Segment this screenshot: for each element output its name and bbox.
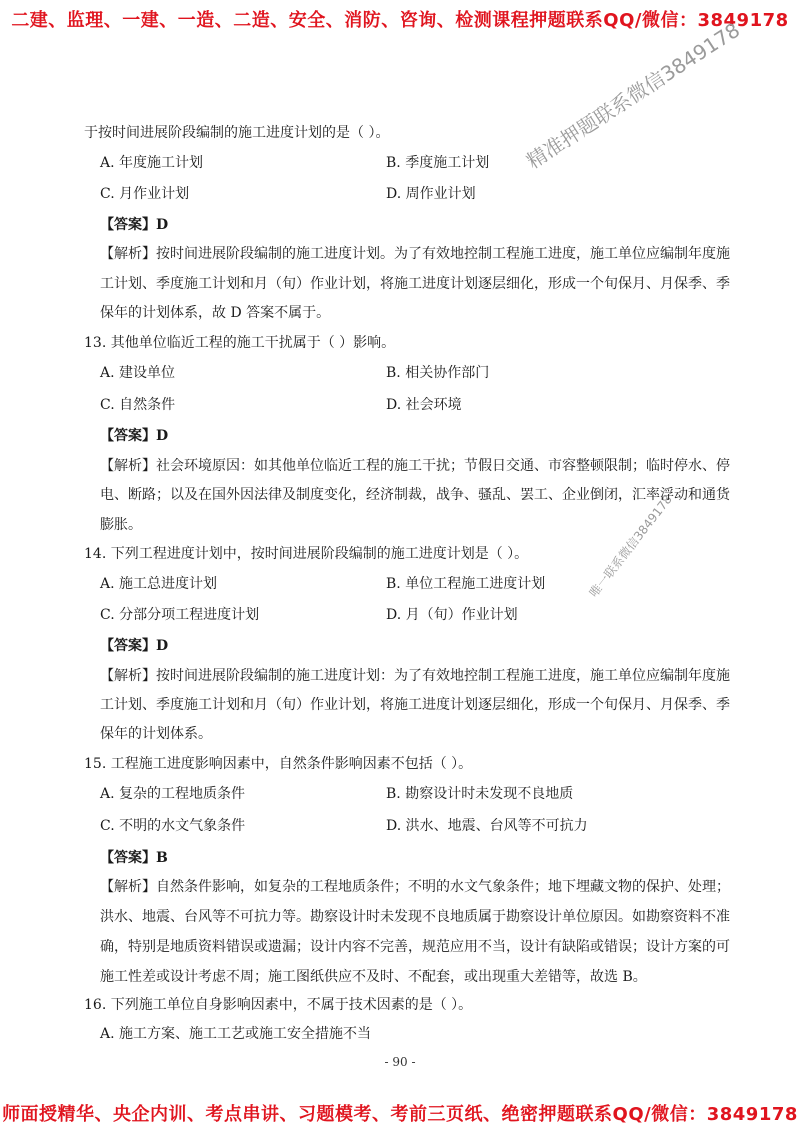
explanation-line: 【解析】按时间进展阶段编制的施工进度计划。为了有效地控制工程施工进度，施工单位应编制年度施	[100, 246, 730, 262]
explanation-line: 工计划、季度施工计划和月（旬）作业计划，将施工进度计划逐层细化，形成一个旬保月、月保季、季	[100, 276, 730, 292]
answer: 【答案】B	[100, 850, 168, 866]
explanation-line: 电、断路；以及在国外因法律及制度变化，经济制裁，战争、骚乱、罢工、企业倒闭，汇率浮动和通货	[100, 487, 730, 503]
explanation-line: 【解析】社会环境原因：如其他单位临近工程的施工干扰；节假日交通、市容整顿限制；临时停水、停	[100, 458, 730, 474]
option-d: D. 月（旬）作业计划	[386, 607, 518, 623]
bottom-contact-banner: 师面授精华、央企内训、考点串讲、习题模考、考前三页纸、绝密押题联系QQ/微信：3849178	[2, 1104, 798, 1125]
explanation-line: 保年的计划体系。	[100, 726, 212, 742]
explanation-line: 工计划、季度施工计划和月（旬）作业计划，将施工进度计划逐层细化，形成一个旬保月、月保季、季	[100, 697, 730, 713]
answer: 【答案】D	[100, 638, 169, 654]
question-stem: 15. 工程施工进度影响因素中，自然条件影响因素不包括（ ）。	[84, 756, 473, 772]
watermark: 精准押题联系微信3849178	[522, 17, 745, 174]
option-a: A. 建设单位	[100, 365, 176, 381]
option-c: C. 自然条件	[100, 397, 176, 413]
explanation-line: 洪水、地震、台风等不可抗力等。勘察设计时未发现不良地质属于勘察设计单位原因。如勘察资料不准	[100, 909, 730, 925]
answer: 【答案】D	[100, 428, 169, 444]
question-stem: 14. 下列工程进度计划中，按时间进展阶段编制的施工进度计划是（ ）。	[84, 546, 529, 562]
option-c: C. 不明的水文气象条件	[100, 818, 246, 834]
question-stem: 16. 下列施工单位自身影响因素中，不属于技术因素的是（ ）。	[84, 997, 473, 1013]
option-a: A. 复杂的工程地质条件	[100, 786, 246, 802]
explanation-line: 施工性差或设计考虑不周；施工图纸供应不及时、不配套，或出现重大差错等，故选 B。	[100, 969, 647, 985]
top-contact-banner: 二建、监理、一建、一造、二造、安全、消防、咨询、检测课程押题联系QQ/微信：3849178	[11, 10, 789, 31]
explanation-line: 【解析】按时间进展阶段编制的施工进度计划：为了有效地控制工程施工进度，施工单位应编制年度施	[100, 668, 730, 684]
watermark: 唯一联系微信3849178	[586, 492, 675, 600]
option-b: B. 相关协作部门	[386, 365, 490, 381]
option-b: B. 季度施工计划	[386, 155, 490, 171]
option-d: D. 洪水、地震、台风等不可抗力	[386, 818, 588, 834]
explanation-line: 确，特别是地质资料错误或遗漏；设计内容不完善，规范应用不当，设计有缺陷或错误；设计方案的可	[100, 939, 730, 955]
explanation-line: 膨胀。	[100, 517, 142, 533]
explanation-line: 【解析】自然条件影响，如复杂的工程地质条件；不明的水文气象条件；地下埋藏文物的保护、处理；	[100, 879, 730, 895]
option-a: A. 施工方案、施工工艺或施工安全措施不当	[100, 1026, 372, 1042]
option-a: A. 年度施工计划	[100, 155, 204, 171]
question-stem: 13. 其他单位临近工程的施工干扰属于（ ）影响。	[84, 335, 396, 351]
option-b: B. 单位工程施工进度计划	[386, 576, 546, 592]
question-stem: 于按时间进展阶段编制的施工进度计划的是（ ）。	[84, 125, 390, 141]
answer: 【答案】D	[100, 217, 169, 233]
option-c: C. 分部分项工程进度计划	[100, 607, 260, 623]
page-number: - 90 -	[384, 1055, 416, 1069]
option-d: D. 周作业计划	[386, 186, 476, 202]
option-c: C. 月作业计划	[100, 186, 190, 202]
explanation-line: 保年的计划体系，故 D 答案不属于。	[100, 305, 331, 321]
option-a: A. 施工总进度计划	[100, 576, 218, 592]
option-b: B. 勘察设计时未发现不良地质	[386, 786, 574, 802]
option-d: D. 社会环境	[386, 397, 462, 413]
